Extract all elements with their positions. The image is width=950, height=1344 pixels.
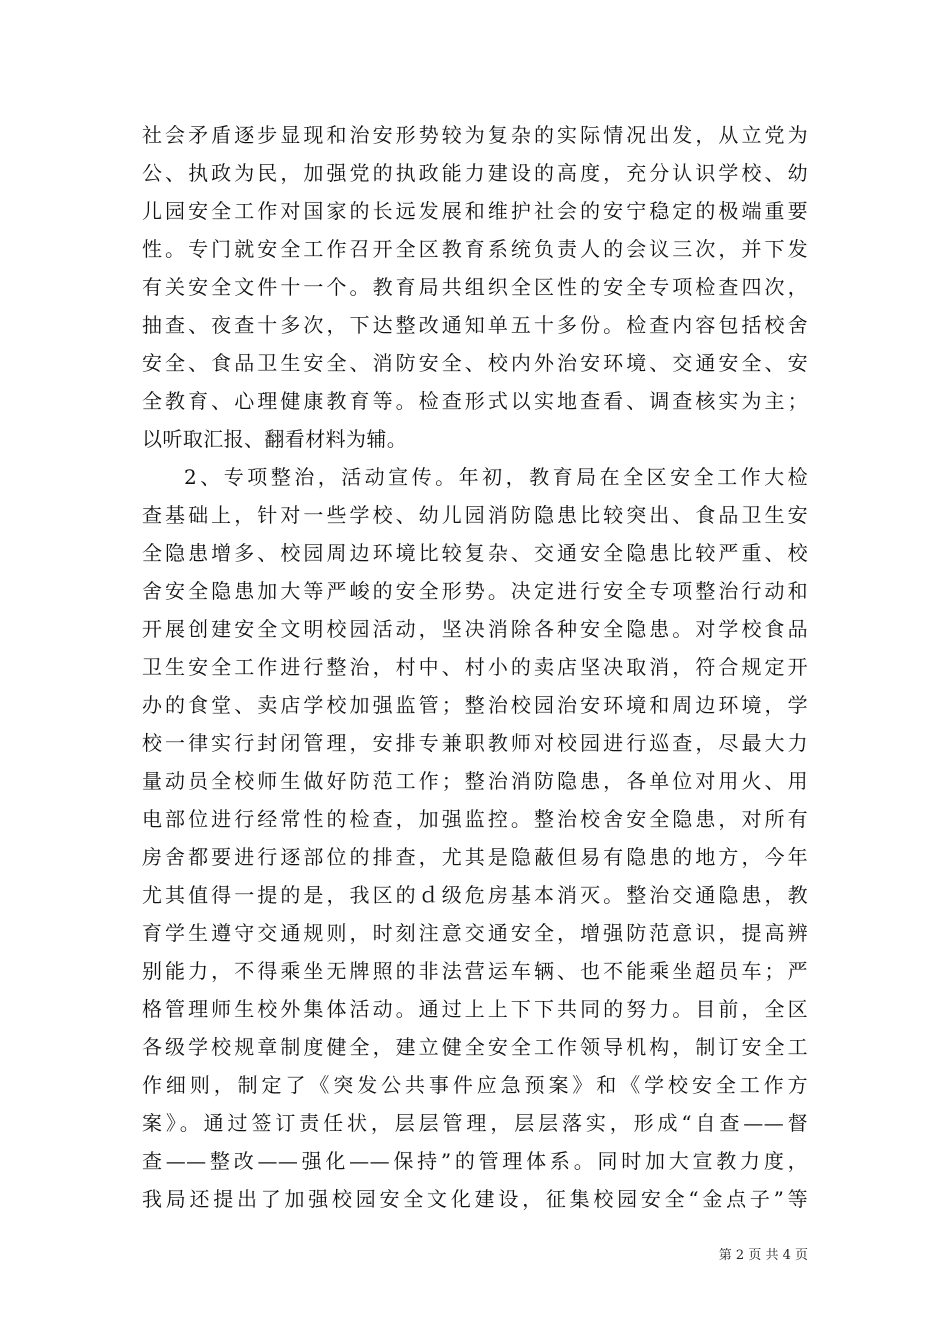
text-line: 查——整改——强化——保持”的管理体系。同时加大宣教力度， xyxy=(142,1149,808,1173)
page-number: 第 2 页 共 4 页 xyxy=(718,1248,808,1263)
text-line: 全隐患增多、校园周边环境比较复杂、交通安全隐患比较严重、校 xyxy=(142,541,808,565)
paragraph-start-line: 2、专项整治，活动宣传。年初，教育局在全区安全工作大检 xyxy=(184,465,808,489)
text-line: 尤其值得一提的是，我区的ｄ级危房基本消灭。整治交通隐患，教 xyxy=(142,883,808,907)
text-line: 房舍都要进行逐部位的排查，尤其是隐蔽但易有隐患的地方，今年 xyxy=(142,845,808,869)
text-line: 各级学校规章制度健全，建立健全安全工作领导机构，制订安全工 xyxy=(142,1035,808,1059)
text-line: 有关安全文件十一个。教育局共组织全区性的安全专项检查四次， xyxy=(142,275,808,299)
text-line: 抽查、夜查十多次，下达整改通知单五十多份。检查内容包括校舍 xyxy=(142,313,808,337)
text-line: 儿园安全工作对国家的长远发展和维护社会的安宁稳定的极端重要 xyxy=(142,199,808,223)
text-line: 别能力，不得乘坐无牌照的非法营运车辆、也不能乘坐超员车；严 xyxy=(142,959,808,983)
text-line: 社会矛盾逐步显现和治安形势较为复杂的实际情况出发，从立党为 xyxy=(142,123,808,147)
text-line: 全教育、心理健康教育等。检查形式以实地查看、调查核实为主； xyxy=(142,389,808,413)
text-line: 格管理师生校外集体活动。通过上上下下共同的努力。目前，全区 xyxy=(142,997,808,1021)
text-line: 以听取汇报、翻看材料为辅。 xyxy=(142,427,408,451)
text-line: 育学生遵守交通规则，时刻注意交通安全，增强防范意识，提高辨 xyxy=(142,921,808,945)
text-line: 案》。通过签订责任状，层层管理，层层落实，形成“自查——督 xyxy=(142,1111,808,1135)
text-line: 我局还提出了加强校园安全文化建设，征集校园安全“金点子”等 xyxy=(142,1187,808,1211)
text-line: 查基础上，针对一些学校、幼儿园消防隐患比较突出、食品卫生安 xyxy=(142,503,808,527)
text-line: 校一律实行封闭管理，安排专兼职教师对校园进行巡查，尽最大力 xyxy=(142,731,808,755)
text-line: 电部位进行经常性的检查，加强监控。整治校舍安全隐患，对所有 xyxy=(142,807,808,831)
text-line: 舍安全隐患加大等严峻的安全形势。决定进行安全专项整治行动和 xyxy=(142,579,808,603)
text-line: 安全、食品卫生安全、消防安全、校内外治安环境、交通安全、安 xyxy=(142,351,808,375)
text-line: 公、执政为民，加强党的执政能力建设的高度，充分认识学校、幼 xyxy=(142,161,808,185)
text-line: 量动员全校师生做好防范工作；整治消防隐患，各单位对用火、用 xyxy=(142,769,808,793)
text-line: 开展创建安全文明校园活动，坚决消除各种安全隐患。对学校食品 xyxy=(142,617,808,641)
text-line: 办的食堂、卖店学校加强监管；整治校园治安环境和周边环境，学 xyxy=(142,693,808,717)
body-text xyxy=(142,116,808,1218)
text-line: 性。专门就安全工作召开全区教育系统负责人的会议三次，并下发 xyxy=(142,237,808,261)
text-line: 卫生安全工作进行整治，村中、村小的卖店坚决取消，符合规定开 xyxy=(142,655,808,679)
text-line: 作细则，制定了《突发公共事件应急预案》和《学校安全工作方 xyxy=(142,1073,808,1097)
